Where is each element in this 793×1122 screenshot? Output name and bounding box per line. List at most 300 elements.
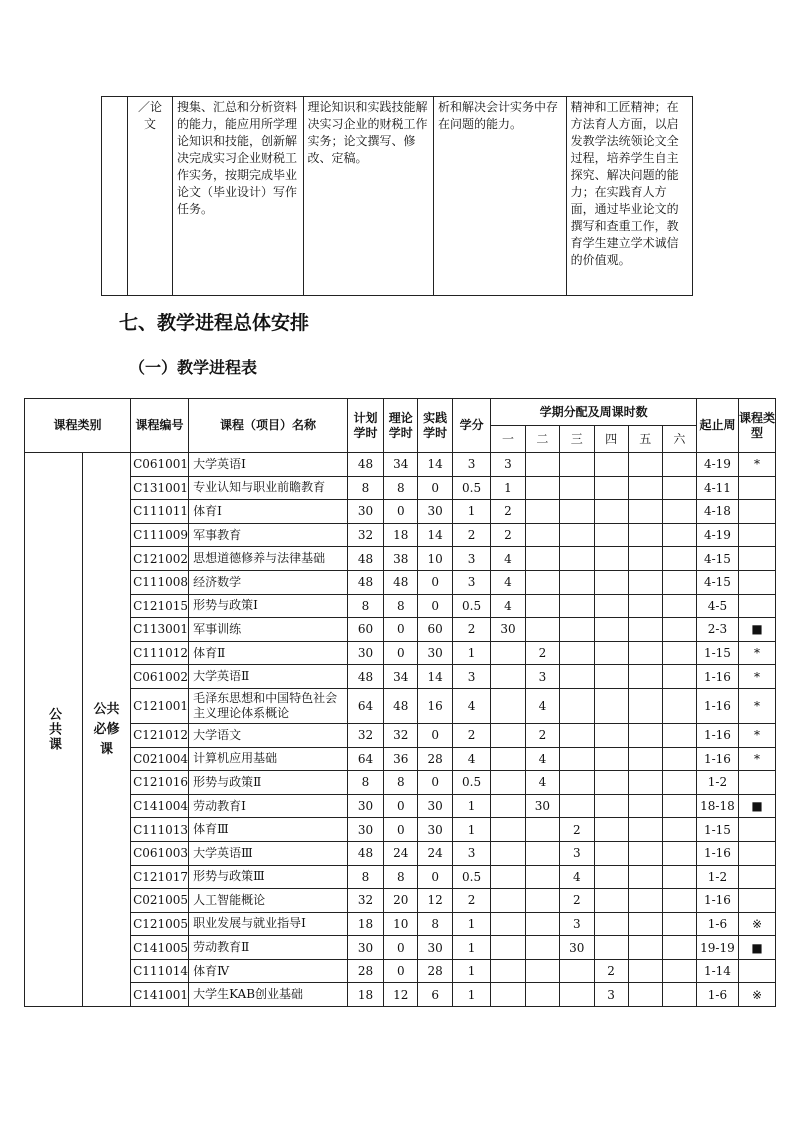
course-name: 人工智能概论 xyxy=(189,889,348,913)
semester-6-hours xyxy=(662,476,696,500)
practice-hours: 16 xyxy=(418,688,452,723)
semester-4-hours xyxy=(594,523,628,547)
course-code: C121012 xyxy=(131,723,189,747)
credits: 0.5 xyxy=(452,594,490,618)
semester-4-hours xyxy=(594,771,628,795)
header-semester: 四 xyxy=(594,426,628,453)
course-type: * xyxy=(739,688,776,723)
thesis-objective-cell: 搜集、汇总和分析资料的能力，能应用所学理论知识和技能，创新解决完成实习企业财税工作实务，按期完成毕业论文（毕业设计）写作任务。 xyxy=(172,97,303,296)
subsection-title: （一）教学进程表 xyxy=(129,358,258,377)
course-name: 体育Ⅱ xyxy=(189,641,348,665)
course-code: C111009 xyxy=(131,523,189,547)
semester-6-hours xyxy=(662,936,696,960)
semester-1-hours xyxy=(491,889,525,913)
table-row xyxy=(25,547,776,571)
credits: 0.5 xyxy=(452,865,490,889)
weeks-range: 1-16 xyxy=(696,747,738,771)
practice-hours: 0 xyxy=(418,723,452,747)
theory-hours: 48 xyxy=(384,688,418,723)
semester-3-hours: 3 xyxy=(560,912,594,936)
weeks-range: 2-3 xyxy=(696,618,738,642)
semester-3-hours xyxy=(560,688,594,723)
weeks-range: 1-16 xyxy=(696,723,738,747)
credits: 1 xyxy=(452,983,490,1007)
weeks-range: 1-14 xyxy=(696,959,738,983)
header-semester: 五 xyxy=(628,426,662,453)
plan-hours: 48 xyxy=(347,570,383,594)
table-row xyxy=(25,794,776,818)
semester-3-hours: 30 xyxy=(560,936,594,960)
semester-1-hours: 30 xyxy=(491,618,525,642)
course-name: 大学语文 xyxy=(189,723,348,747)
semester-5-hours xyxy=(628,865,662,889)
semester-1-hours xyxy=(491,723,525,747)
plan-hours: 18 xyxy=(347,983,383,1007)
semester-3-hours: 4 xyxy=(560,865,594,889)
course-code: C121005 xyxy=(131,912,189,936)
course-code: C111008 xyxy=(131,570,189,594)
credits: 3 xyxy=(452,665,490,689)
weeks-range: 1-15 xyxy=(696,641,738,665)
semester-4-hours xyxy=(594,912,628,936)
semester-5-hours xyxy=(628,500,662,524)
teaching-schedule-table xyxy=(24,398,776,1007)
credits: 4 xyxy=(452,688,490,723)
schedule-body xyxy=(25,453,776,1007)
semester-5-hours xyxy=(628,747,662,771)
semester-6-hours xyxy=(662,547,696,571)
plan-hours: 8 xyxy=(347,476,383,500)
theory-hours: 18 xyxy=(384,523,418,547)
semester-5-hours xyxy=(628,641,662,665)
semester-4-hours xyxy=(594,641,628,665)
course-type: * xyxy=(739,641,776,665)
semester-3-hours xyxy=(560,983,594,1007)
table-row xyxy=(25,476,776,500)
course-name: 专业认知与职业前瞻教育 xyxy=(189,476,348,500)
weeks-range: 4-19 xyxy=(696,523,738,547)
practice-hours: 24 xyxy=(418,841,452,865)
semester-6-hours xyxy=(662,747,696,771)
practice-hours: 14 xyxy=(418,523,452,547)
course-type: ■ xyxy=(739,618,776,642)
course-type: ※ xyxy=(739,983,776,1007)
practice-hours: 6 xyxy=(418,983,452,1007)
course-type xyxy=(739,818,776,842)
header-weeks: 起止周 xyxy=(696,399,738,453)
semester-5-hours xyxy=(628,523,662,547)
category-main-cell: 公共课 xyxy=(25,453,83,1007)
plan-hours: 32 xyxy=(347,523,383,547)
course-type: ■ xyxy=(739,794,776,818)
header-category: 课程类别 xyxy=(25,399,131,453)
semester-4-hours xyxy=(594,818,628,842)
plan-hours: 30 xyxy=(347,794,383,818)
plan-hours: 8 xyxy=(347,771,383,795)
semester-6-hours xyxy=(662,723,696,747)
theory-hours: 0 xyxy=(384,959,418,983)
practice-hours: 12 xyxy=(418,889,452,913)
course-name: 计算机应用基础 xyxy=(189,747,348,771)
thesis-label-cell: ／论文 xyxy=(128,97,173,296)
semester-3-hours: 2 xyxy=(560,889,594,913)
theory-hours: 0 xyxy=(384,794,418,818)
semester-3-hours xyxy=(560,453,594,477)
semester-6-hours xyxy=(662,570,696,594)
course-type: * xyxy=(739,453,776,477)
plan-hours: 30 xyxy=(347,500,383,524)
semester-5-hours xyxy=(628,688,662,723)
semester-2-hours: 4 xyxy=(525,771,559,795)
credits: 0.5 xyxy=(452,771,490,795)
semester-4-hours xyxy=(594,500,628,524)
semester-3-hours xyxy=(560,547,594,571)
semester-1-hours xyxy=(491,641,525,665)
practice-hours: 0 xyxy=(418,865,452,889)
course-name: 劳动教育Ⅱ xyxy=(189,936,348,960)
course-type: * xyxy=(739,723,776,747)
course-code: C111014 xyxy=(131,959,189,983)
semester-4-hours: 3 xyxy=(594,983,628,1007)
semester-2-hours xyxy=(525,983,559,1007)
semester-6-hours xyxy=(662,523,696,547)
semester-2-hours xyxy=(525,912,559,936)
course-name: 经济数学 xyxy=(189,570,348,594)
course-code: C121001 xyxy=(131,688,189,723)
practice-hours: 30 xyxy=(418,641,452,665)
semester-5-hours xyxy=(628,983,662,1007)
course-name: 体育Ⅰ xyxy=(189,500,348,524)
course-type xyxy=(739,523,776,547)
category-sub-cell: 公共必修课 xyxy=(83,453,131,1007)
theory-hours: 0 xyxy=(384,936,418,960)
table-row xyxy=(25,841,776,865)
semester-1-hours xyxy=(491,688,525,723)
practice-hours: 60 xyxy=(418,618,452,642)
semester-2-hours xyxy=(525,453,559,477)
course-type xyxy=(739,889,776,913)
semester-3-hours xyxy=(560,500,594,524)
semester-5-hours xyxy=(628,665,662,689)
course-name: 大学英语Ⅰ xyxy=(189,453,348,477)
plan-hours: 48 xyxy=(347,453,383,477)
header-row xyxy=(25,399,776,426)
semester-5-hours xyxy=(628,594,662,618)
credits: 0.5 xyxy=(452,476,490,500)
semester-5-hours xyxy=(628,889,662,913)
semester-6-hours xyxy=(662,841,696,865)
semester-3-hours xyxy=(560,476,594,500)
semester-5-hours xyxy=(628,912,662,936)
semester-6-hours xyxy=(662,665,696,689)
table-row xyxy=(25,688,776,723)
course-code: C021005 xyxy=(131,889,189,913)
course-type xyxy=(739,771,776,795)
semester-1-hours: 4 xyxy=(491,570,525,594)
semester-3-hours xyxy=(560,747,594,771)
semester-5-hours xyxy=(628,959,662,983)
theory-hours: 34 xyxy=(384,453,418,477)
practice-hours: 30 xyxy=(418,500,452,524)
course-code: C141004 xyxy=(131,794,189,818)
course-type xyxy=(739,570,776,594)
semester-1-hours: 3 xyxy=(491,453,525,477)
credits: 4 xyxy=(452,747,490,771)
semester-2-hours xyxy=(525,618,559,642)
theory-hours: 8 xyxy=(384,594,418,618)
credits: 3 xyxy=(452,570,490,594)
semester-4-hours xyxy=(594,936,628,960)
semester-2-hours xyxy=(525,936,559,960)
header-semester: 六 xyxy=(662,426,696,453)
semester-2-hours xyxy=(525,594,559,618)
table-row xyxy=(25,500,776,524)
semester-2-hours: 3 xyxy=(525,665,559,689)
semester-5-hours xyxy=(628,841,662,865)
practice-hours: 30 xyxy=(418,818,452,842)
practice-hours: 28 xyxy=(418,959,452,983)
semester-6-hours xyxy=(662,771,696,795)
semester-5-hours xyxy=(628,771,662,795)
course-name: 劳动教育Ⅰ xyxy=(189,794,348,818)
course-type xyxy=(739,841,776,865)
semester-1-hours xyxy=(491,983,525,1007)
semester-4-hours: 2 xyxy=(594,959,628,983)
theory-hours: 8 xyxy=(384,476,418,500)
course-code: C131001 xyxy=(131,476,189,500)
table-row xyxy=(25,523,776,547)
theory-hours: 12 xyxy=(384,983,418,1007)
weeks-range: 4-19 xyxy=(696,453,738,477)
semester-5-hours xyxy=(628,453,662,477)
semester-1-hours xyxy=(491,665,525,689)
semester-6-hours xyxy=(662,889,696,913)
credits: 3 xyxy=(452,841,490,865)
semester-2-hours: 30 xyxy=(525,794,559,818)
semester-1-hours xyxy=(491,794,525,818)
semester-2-hours xyxy=(525,523,559,547)
plan-hours: 8 xyxy=(347,594,383,618)
semester-4-hours xyxy=(594,665,628,689)
weeks-range: 4-15 xyxy=(696,547,738,571)
semester-5-hours xyxy=(628,723,662,747)
semester-2-hours xyxy=(525,500,559,524)
weeks-range: 4-15 xyxy=(696,570,738,594)
course-code: C061002 xyxy=(131,665,189,689)
semester-2-hours xyxy=(525,570,559,594)
credits: 1 xyxy=(452,818,490,842)
plan-hours: 28 xyxy=(347,959,383,983)
semester-5-hours xyxy=(628,936,662,960)
semester-3-hours: 2 xyxy=(560,818,594,842)
semester-4-hours xyxy=(594,747,628,771)
semester-6-hours xyxy=(662,500,696,524)
semester-2-hours: 4 xyxy=(525,747,559,771)
semester-6-hours xyxy=(662,818,696,842)
theory-hours: 48 xyxy=(384,570,418,594)
semester-4-hours xyxy=(594,476,628,500)
thesis-ideology-cell: 精神和工匠精神；在方法育人方面，以启发教学法统领论文全过程，培养学生自主探究、解决问题的能力；在实践育人方面，通过毕业论文的撰写和查重工作，教育学生建立学术诚信的价值观。 xyxy=(566,97,692,296)
plan-hours: 64 xyxy=(347,688,383,723)
header-semester: 三 xyxy=(560,426,594,453)
semester-1-hours xyxy=(491,747,525,771)
theory-hours: 34 xyxy=(384,665,418,689)
theory-hours: 10 xyxy=(384,912,418,936)
course-code: C111012 xyxy=(131,641,189,665)
semester-5-hours xyxy=(628,547,662,571)
semester-2-hours xyxy=(525,841,559,865)
weeks-range: 4-11 xyxy=(696,476,738,500)
semester-2-hours xyxy=(525,889,559,913)
semester-3-hours xyxy=(560,794,594,818)
theory-hours: 8 xyxy=(384,771,418,795)
course-code: C061003 xyxy=(131,841,189,865)
semester-2-hours xyxy=(525,818,559,842)
credits: 1 xyxy=(452,936,490,960)
semester-5-hours xyxy=(628,570,662,594)
practice-hours: 0 xyxy=(418,476,452,500)
course-name: 形势与政策Ⅱ xyxy=(189,771,348,795)
theory-hours: 0 xyxy=(384,818,418,842)
course-name: 思想道德修养与法律基础 xyxy=(189,547,348,571)
semester-5-hours xyxy=(628,818,662,842)
semester-1-hours xyxy=(491,818,525,842)
header-name: 课程（项目）名称 xyxy=(189,399,348,453)
theory-hours: 32 xyxy=(384,723,418,747)
semester-6-hours xyxy=(662,688,696,723)
course-name: 形势与政策Ⅲ xyxy=(189,865,348,889)
plan-hours: 30 xyxy=(347,818,383,842)
semester-1-hours: 4 xyxy=(491,594,525,618)
plan-hours: 30 xyxy=(347,936,383,960)
semester-4-hours xyxy=(594,570,628,594)
course-code: C021004 xyxy=(131,747,189,771)
semester-1-hours: 2 xyxy=(491,500,525,524)
theory-hours: 8 xyxy=(384,865,418,889)
semester-3-hours xyxy=(560,641,594,665)
semester-2-hours xyxy=(525,476,559,500)
theory-hours: 20 xyxy=(384,889,418,913)
semester-2-hours: 2 xyxy=(525,723,559,747)
semester-1-hours xyxy=(491,936,525,960)
practice-hours: 0 xyxy=(418,594,452,618)
credits: 2 xyxy=(452,889,490,913)
header-semester-group: 学期分配及周课时数 xyxy=(491,399,697,426)
header-semester: 二 xyxy=(525,426,559,453)
course-type: ■ xyxy=(739,936,776,960)
empty-cell xyxy=(102,97,128,296)
semester-1-hours xyxy=(491,841,525,865)
thesis-ability-cell: 析和解决会计实务中存在问题的能力。 xyxy=(434,97,567,296)
semester-1-hours xyxy=(491,865,525,889)
semester-6-hours xyxy=(662,618,696,642)
semester-3-hours xyxy=(560,523,594,547)
semester-2-hours: 4 xyxy=(525,688,559,723)
semester-4-hours xyxy=(594,841,628,865)
semester-1-hours: 2 xyxy=(491,523,525,547)
credits: 1 xyxy=(452,959,490,983)
thesis-content-cell: 理论知识和实践技能解决实习企业的财税工作实务；论文撰写、修改、定稿。 xyxy=(303,97,434,296)
semester-6-hours xyxy=(662,865,696,889)
course-type xyxy=(739,594,776,618)
table-row xyxy=(25,912,776,936)
semester-2-hours xyxy=(525,959,559,983)
course-name: 形势与政策Ⅰ xyxy=(189,594,348,618)
semester-2-hours: 2 xyxy=(525,641,559,665)
semester-5-hours xyxy=(628,794,662,818)
course-type: ※ xyxy=(739,912,776,936)
theory-hours: 0 xyxy=(384,500,418,524)
semester-6-hours xyxy=(662,959,696,983)
practice-hours: 0 xyxy=(418,771,452,795)
course-code: C113001 xyxy=(131,618,189,642)
course-name: 军事训练 xyxy=(189,618,348,642)
course-type: * xyxy=(739,747,776,771)
theory-hours: 0 xyxy=(384,641,418,665)
semester-6-hours xyxy=(662,912,696,936)
semester-3-hours xyxy=(560,723,594,747)
course-code: C111011 xyxy=(131,500,189,524)
weeks-range: 1-16 xyxy=(696,688,738,723)
weeks-range: 19-19 xyxy=(696,936,738,960)
semester-6-hours xyxy=(662,594,696,618)
weeks-range: 18-18 xyxy=(696,794,738,818)
theory-hours: 0 xyxy=(384,618,418,642)
weeks-range: 4-18 xyxy=(696,500,738,524)
table-row xyxy=(25,865,776,889)
credits: 2 xyxy=(452,523,490,547)
course-code: C111013 xyxy=(131,818,189,842)
course-name: 毛泽东思想和中国特色社会主义理论体系概论 xyxy=(189,688,348,723)
table-row xyxy=(25,570,776,594)
header-credits: 学分 xyxy=(452,399,490,453)
course-code: C141001 xyxy=(131,983,189,1007)
practice-hours: 30 xyxy=(418,936,452,960)
credits: 1 xyxy=(452,641,490,665)
table-row xyxy=(25,818,776,842)
credits: 2 xyxy=(452,618,490,642)
table-row xyxy=(25,771,776,795)
table-row xyxy=(25,936,776,960)
semester-3-hours xyxy=(560,665,594,689)
plan-hours: 48 xyxy=(347,665,383,689)
semester-3-hours xyxy=(560,570,594,594)
course-type xyxy=(739,500,776,524)
semester-4-hours xyxy=(594,618,628,642)
course-code: C121002 xyxy=(131,547,189,571)
semester-4-hours xyxy=(594,688,628,723)
header-plan-hours: 计划学时 xyxy=(347,399,383,453)
course-code: C121015 xyxy=(131,594,189,618)
course-name: 职业发展与就业指导Ⅰ xyxy=(189,912,348,936)
plan-hours: 8 xyxy=(347,865,383,889)
semester-1-hours xyxy=(491,771,525,795)
semester-4-hours xyxy=(594,594,628,618)
semester-4-hours xyxy=(594,547,628,571)
course-type xyxy=(739,476,776,500)
semester-5-hours xyxy=(628,476,662,500)
course-code: C121016 xyxy=(131,771,189,795)
plan-hours: 64 xyxy=(347,747,383,771)
semester-4-hours xyxy=(594,865,628,889)
course-type xyxy=(739,865,776,889)
weeks-range: 1-2 xyxy=(696,771,738,795)
table-row xyxy=(25,641,776,665)
semester-4-hours xyxy=(594,889,628,913)
header-type: 课程类型 xyxy=(739,399,776,453)
semester-3-hours xyxy=(560,959,594,983)
course-name: 大学英语Ⅱ xyxy=(189,665,348,689)
